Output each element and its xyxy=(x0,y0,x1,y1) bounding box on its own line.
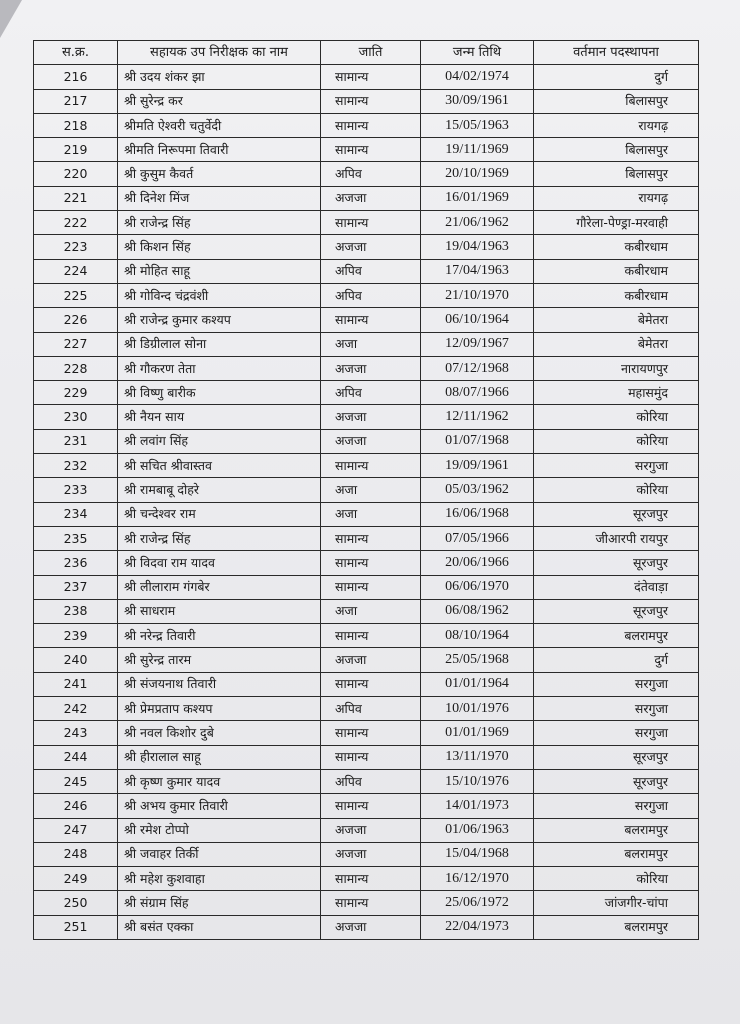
posting-cell: सूरजपुर xyxy=(534,769,699,793)
date-of-birth-cell: 21/10/1970 xyxy=(421,283,534,307)
table-row xyxy=(34,162,699,186)
header-serial-number: स.क्र. xyxy=(34,41,118,65)
posting-cell: सरगुजा xyxy=(534,721,699,745)
posting-cell: सूरजपुर xyxy=(534,502,699,526)
officer-list-table xyxy=(33,40,699,940)
serial-number-cell: 236 xyxy=(34,551,118,575)
name-cell: श्री राजेन्द्र कुमार कश्यप xyxy=(118,308,321,332)
date-of-birth-cell: 01/01/1969 xyxy=(421,721,534,745)
posting-cell: दुर्ग xyxy=(534,65,699,89)
name-cell: श्री मोहित साहू xyxy=(118,259,321,283)
posting-cell: बलरामपुर xyxy=(534,624,699,648)
serial-number-cell: 238 xyxy=(34,599,118,623)
table-row xyxy=(34,478,699,502)
posting-cell: बेमेतरा xyxy=(534,308,699,332)
serial-number-cell: 230 xyxy=(34,405,118,429)
date-of-birth-cell: 10/01/1976 xyxy=(421,697,534,721)
caste-cell: सामान्य xyxy=(321,575,421,599)
serial-number-cell: 229 xyxy=(34,381,118,405)
posting-cell: नारायणपुर xyxy=(534,356,699,380)
name-cell: श्री संजयनाथ तिवारी xyxy=(118,672,321,696)
serial-number-cell: 247 xyxy=(34,818,118,842)
table-row xyxy=(34,648,699,672)
table-row xyxy=(34,867,699,891)
serial-number-cell: 226 xyxy=(34,308,118,332)
date-of-birth-cell: 17/04/1963 xyxy=(421,259,534,283)
caste-cell: सामान्य xyxy=(321,89,421,113)
serial-number-cell: 217 xyxy=(34,89,118,113)
caste-cell: सामान्य xyxy=(321,867,421,891)
posting-cell: जीआरपी रायपुर xyxy=(534,526,699,550)
name-cell: श्री लीलाराम गंगबेर xyxy=(118,575,321,599)
table-row xyxy=(34,915,699,939)
caste-cell: अजा xyxy=(321,478,421,502)
caste-cell: सामान्य xyxy=(321,551,421,575)
date-of-birth-cell: 30/09/1961 xyxy=(421,89,534,113)
posting-cell: महासमुंद xyxy=(534,381,699,405)
posting-cell: कबीरधाम xyxy=(534,259,699,283)
caste-cell: अजजा xyxy=(321,356,421,380)
caste-cell: सामान्य xyxy=(321,745,421,769)
name-cell: श्री राजेन्द्र सिंह xyxy=(118,526,321,550)
caste-cell: सामान्य xyxy=(321,65,421,89)
posting-cell: कोरिया xyxy=(534,429,699,453)
posting-cell: दुर्ग xyxy=(534,648,699,672)
posting-cell: सूरजपुर xyxy=(534,599,699,623)
serial-number-cell: 232 xyxy=(34,454,118,478)
name-cell: श्रीमति निरूपमा तिवारी xyxy=(118,138,321,162)
serial-number-cell: 249 xyxy=(34,867,118,891)
serial-number-cell: 224 xyxy=(34,259,118,283)
table-row xyxy=(34,356,699,380)
caste-cell: सामान्य xyxy=(321,624,421,648)
date-of-birth-cell: 12/11/1962 xyxy=(421,405,534,429)
name-cell: श्री विष्णु बारीक xyxy=(118,381,321,405)
caste-cell: सामान्य xyxy=(321,454,421,478)
caste-cell: अजजा xyxy=(321,648,421,672)
table-row xyxy=(34,551,699,575)
table-row xyxy=(34,745,699,769)
serial-number-cell: 245 xyxy=(34,769,118,793)
serial-number-cell: 223 xyxy=(34,235,118,259)
name-cell: श्री सुरेन्द्र तारम xyxy=(118,648,321,672)
date-of-birth-cell: 08/10/1964 xyxy=(421,624,534,648)
caste-cell: अजजा xyxy=(321,842,421,866)
posting-cell: कबीरधाम xyxy=(534,235,699,259)
header-caste: जाति xyxy=(321,41,421,65)
serial-number-cell: 219 xyxy=(34,138,118,162)
name-cell: श्री रमेश टोप्पो xyxy=(118,818,321,842)
serial-number-cell: 233 xyxy=(34,478,118,502)
posting-cell: बलरामपुर xyxy=(534,842,699,866)
name-cell: श्री बसंत एक्का xyxy=(118,915,321,939)
name-cell: श्री उदय शंकर झा xyxy=(118,65,321,89)
date-of-birth-cell: 21/06/1962 xyxy=(421,211,534,235)
caste-cell: अजजा xyxy=(321,818,421,842)
serial-number-cell: 222 xyxy=(34,211,118,235)
table-row xyxy=(34,186,699,210)
page-corner-shadow xyxy=(0,0,22,38)
date-of-birth-cell: 13/11/1970 xyxy=(421,745,534,769)
caste-cell: अपिव xyxy=(321,769,421,793)
table-row xyxy=(34,235,699,259)
caste-cell: अपिव xyxy=(321,381,421,405)
date-of-birth-cell: 16/06/1968 xyxy=(421,502,534,526)
date-of-birth-cell: 16/12/1970 xyxy=(421,867,534,891)
table-row xyxy=(34,818,699,842)
table-row xyxy=(34,891,699,915)
name-cell: श्री कृष्ण कुमार यादव xyxy=(118,769,321,793)
caste-cell: अजजा xyxy=(321,915,421,939)
date-of-birth-cell: 06/06/1970 xyxy=(421,575,534,599)
posting-cell: रायगढ़ xyxy=(534,113,699,137)
date-of-birth-cell: 22/04/1973 xyxy=(421,915,534,939)
serial-number-cell: 221 xyxy=(34,186,118,210)
table-row xyxy=(34,89,699,113)
serial-number-cell: 218 xyxy=(34,113,118,137)
serial-number-cell: 241 xyxy=(34,672,118,696)
date-of-birth-cell: 15/10/1976 xyxy=(421,769,534,793)
serial-number-cell: 240 xyxy=(34,648,118,672)
table-row xyxy=(34,308,699,332)
serial-number-cell: 243 xyxy=(34,721,118,745)
caste-cell: अजा xyxy=(321,502,421,526)
table-row xyxy=(34,526,699,550)
date-of-birth-cell: 14/01/1973 xyxy=(421,794,534,818)
name-cell: श्री विदवा राम यादव xyxy=(118,551,321,575)
table-row xyxy=(34,454,699,478)
table-row xyxy=(34,283,699,307)
table-row xyxy=(34,697,699,721)
name-cell: श्री संग्राम सिंह xyxy=(118,891,321,915)
serial-number-cell: 250 xyxy=(34,891,118,915)
caste-cell: सामान्य xyxy=(321,113,421,137)
caste-cell: सामान्य xyxy=(321,308,421,332)
caste-cell: सामान्य xyxy=(321,794,421,818)
name-cell: श्री हीरालाल साहू xyxy=(118,745,321,769)
caste-cell: अजजा xyxy=(321,405,421,429)
posting-cell: सरगुजा xyxy=(534,454,699,478)
date-of-birth-cell: 04/02/1974 xyxy=(421,65,534,89)
name-cell: श्री लवांग सिंह xyxy=(118,429,321,453)
posting-cell: बलरामपुर xyxy=(534,818,699,842)
caste-cell: सामान्य xyxy=(321,526,421,550)
serial-number-cell: 227 xyxy=(34,332,118,356)
caste-cell: अजजा xyxy=(321,186,421,210)
table-row xyxy=(34,502,699,526)
date-of-birth-cell: 20/10/1969 xyxy=(421,162,534,186)
table-row xyxy=(34,138,699,162)
caste-cell: अपिव xyxy=(321,162,421,186)
table-row xyxy=(34,575,699,599)
date-of-birth-cell: 19/09/1961 xyxy=(421,454,534,478)
name-cell: श्री चन्देश्वर राम xyxy=(118,502,321,526)
date-of-birth-cell: 01/06/1963 xyxy=(421,818,534,842)
table-row xyxy=(34,842,699,866)
date-of-birth-cell: 15/04/1968 xyxy=(421,842,534,866)
name-cell: श्री सचित श्रीवास्तव xyxy=(118,454,321,478)
table-header-row xyxy=(34,41,699,65)
table-row xyxy=(34,599,699,623)
caste-cell: अजा xyxy=(321,332,421,356)
serial-number-cell: 220 xyxy=(34,162,118,186)
header-name: सहायक उप निरीक्षक का नाम xyxy=(118,41,321,65)
name-cell: श्री महेश कुशवाहा xyxy=(118,867,321,891)
serial-number-cell: 235 xyxy=(34,526,118,550)
table-row xyxy=(34,624,699,648)
name-cell: श्री सुरेन्द्र कर xyxy=(118,89,321,113)
posting-cell: गौरेला-पेण्ड्रा-मरवाही xyxy=(534,211,699,235)
date-of-birth-cell: 07/05/1966 xyxy=(421,526,534,550)
posting-cell: सरगुजा xyxy=(534,794,699,818)
caste-cell: सामान्य xyxy=(321,672,421,696)
caste-cell: सामान्य xyxy=(321,138,421,162)
caste-cell: सामान्य xyxy=(321,721,421,745)
table-row xyxy=(34,794,699,818)
posting-cell: कबीरधाम xyxy=(534,283,699,307)
posting-cell: बेमेतरा xyxy=(534,332,699,356)
date-of-birth-cell: 01/01/1964 xyxy=(421,672,534,696)
date-of-birth-cell: 01/07/1968 xyxy=(421,429,534,453)
name-cell: श्री प्रेमप्रताप कश्यप xyxy=(118,697,321,721)
serial-number-cell: 242 xyxy=(34,697,118,721)
table-row xyxy=(34,65,699,89)
header-date-of-birth: जन्म तिथि xyxy=(421,41,534,65)
posting-cell: सरगुजा xyxy=(534,697,699,721)
name-cell: श्री नरेन्द्र तिवारी xyxy=(118,624,321,648)
date-of-birth-cell: 07/12/1968 xyxy=(421,356,534,380)
date-of-birth-cell: 16/01/1969 xyxy=(421,186,534,210)
date-of-birth-cell: 25/05/1968 xyxy=(421,648,534,672)
posting-cell: कोरिया xyxy=(534,867,699,891)
serial-number-cell: 231 xyxy=(34,429,118,453)
posting-cell: बिलासपुर xyxy=(534,89,699,113)
date-of-birth-cell: 15/05/1963 xyxy=(421,113,534,137)
name-cell: श्री रामबाबू दोहरे xyxy=(118,478,321,502)
posting-cell: कोरिया xyxy=(534,478,699,502)
name-cell: श्री अभय कुमार तिवारी xyxy=(118,794,321,818)
posting-cell: कोरिया xyxy=(534,405,699,429)
date-of-birth-cell: 20/06/1966 xyxy=(421,551,534,575)
serial-number-cell: 234 xyxy=(34,502,118,526)
date-of-birth-cell: 19/11/1969 xyxy=(421,138,534,162)
table-row xyxy=(34,672,699,696)
caste-cell: सामान्य xyxy=(321,211,421,235)
name-cell: श्री गोविन्द चंद्रवंशी xyxy=(118,283,321,307)
name-cell: श्री कुसुम कैवर्त xyxy=(118,162,321,186)
posting-cell: रायगढ़ xyxy=(534,186,699,210)
name-cell: श्री डिग्रीलाल सोना xyxy=(118,332,321,356)
table-row xyxy=(34,259,699,283)
serial-number-cell: 216 xyxy=(34,65,118,89)
serial-number-cell: 251 xyxy=(34,915,118,939)
serial-number-cell: 237 xyxy=(34,575,118,599)
name-cell: श्रीमति ऐश्वरी चतुर्वेदी xyxy=(118,113,321,137)
name-cell: श्री राजेन्द्र सिंह xyxy=(118,211,321,235)
table-row xyxy=(34,405,699,429)
name-cell: श्री साधराम xyxy=(118,599,321,623)
posting-cell: दंतेवाड़ा xyxy=(534,575,699,599)
date-of-birth-cell: 06/08/1962 xyxy=(421,599,534,623)
serial-number-cell: 225 xyxy=(34,283,118,307)
table-row xyxy=(34,721,699,745)
table-row xyxy=(34,769,699,793)
header-current-posting: वर्तमान पदस्थापना xyxy=(534,41,699,65)
name-cell: श्री जवाहर तिर्की xyxy=(118,842,321,866)
caste-cell: अपिव xyxy=(321,697,421,721)
posting-cell: सूरजपुर xyxy=(534,551,699,575)
caste-cell: अजजा xyxy=(321,235,421,259)
posting-cell: बिलासपुर xyxy=(534,138,699,162)
table-row xyxy=(34,332,699,356)
caste-cell: अपिव xyxy=(321,283,421,307)
name-cell: श्री दिनेश मिंज xyxy=(118,186,321,210)
date-of-birth-cell: 12/09/1967 xyxy=(421,332,534,356)
date-of-birth-cell: 05/03/1962 xyxy=(421,478,534,502)
caste-cell: अजजा xyxy=(321,429,421,453)
serial-number-cell: 246 xyxy=(34,794,118,818)
name-cell: श्री नैयन साय xyxy=(118,405,321,429)
caste-cell: अपिव xyxy=(321,259,421,283)
caste-cell: सामान्य xyxy=(321,891,421,915)
table-row xyxy=(34,211,699,235)
name-cell: श्री किशन सिंह xyxy=(118,235,321,259)
posting-cell: सूरजपुर xyxy=(534,745,699,769)
serial-number-cell: 239 xyxy=(34,624,118,648)
date-of-birth-cell: 06/10/1964 xyxy=(421,308,534,332)
serial-number-cell: 228 xyxy=(34,356,118,380)
posting-cell: जांजगीर-चांपा xyxy=(534,891,699,915)
posting-cell: बलरामपुर xyxy=(534,915,699,939)
posting-cell: सरगुजा xyxy=(534,672,699,696)
date-of-birth-cell: 08/07/1966 xyxy=(421,381,534,405)
posting-cell: बिलासपुर xyxy=(534,162,699,186)
name-cell: श्री गौकरण तेता xyxy=(118,356,321,380)
name-cell: श्री नवल किशोर दुबे xyxy=(118,721,321,745)
table-row xyxy=(34,113,699,137)
table-row xyxy=(34,429,699,453)
caste-cell: अजा xyxy=(321,599,421,623)
date-of-birth-cell: 19/04/1963 xyxy=(421,235,534,259)
serial-number-cell: 248 xyxy=(34,842,118,866)
date-of-birth-cell: 25/06/1972 xyxy=(421,891,534,915)
serial-number-cell: 244 xyxy=(34,745,118,769)
table-row xyxy=(34,381,699,405)
